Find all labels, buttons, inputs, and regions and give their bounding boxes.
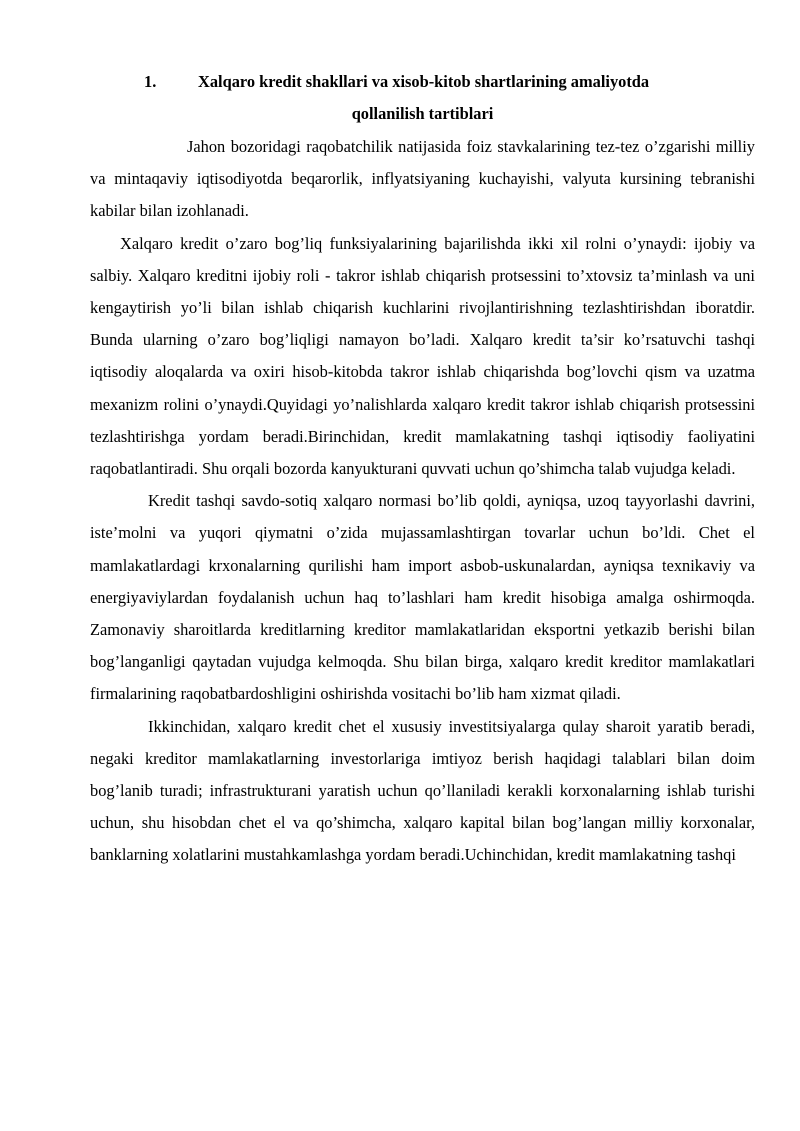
body-text bbox=[90, 131, 755, 872]
paragraph: Xalqaro kredit o’zaro bog’liq funksiyalarining bajarilishda ikki xil rolni o’ynaydi: ijobiy va salbiy. Xalqaro kreditni ijobiy roli - takror ishlab chiqarish protsessini to’xtovsiz ta’minlash va uni kengaytirish yo’li bilan ishlab chiqarish kuchlarini rivojlantirishning tezlashtirishdan iboratdir. Bunda ularning o’zaro bog’liqligi namayon bo’ladi. Xalqaro kredit ta’sir ko’rsatuvchi tashqi iqtisodiy aloqalarda va oxiri hisob-kitobda takror ishlab chiqarishda bog’lovchi qism va uzatma mexanizm rolini o’ynaydi.Quyidagi yo’nalishlarda xalqaro kredit takror ishlab chiqarish protsessini tezlashtirishga yordam beradi.Birinchidan, kredit mamlakatning tashqi iqtisodiy faoliyatini raqobatlantiradi. Shu orqali bozorda kanyukturani quvvati uchun qo’shimcha talab vujudga keladi. bbox=[90, 233, 755, 479]
paragraph: Jahon bozoridagi raqobatchilik natijasida foiz stavkalarining tez-tez o’zgarishi milliy va mintaqaviy iqtisodiyotda beqarorlik, inflyatsiyaning kuchayishi, valyuta kursining tebranishi kabilar bilan izohlanadi. bbox=[90, 137, 755, 221]
section-title-line2: qollanilish tartiblari bbox=[351, 104, 494, 123]
section-heading bbox=[90, 66, 755, 130]
section-number: 1. bbox=[144, 72, 157, 91]
paragraph: Ikkinchidan, xalqaro kredit chet el xususiy investitsiyalarga qulay sharoit yaratib beradi, negaki kreditor mamlakatlarning investorlariga imtiyoz berish haqidagi talablari bilan doim bog’lanib turadi; infrastrukturani yaratish uchun qo’llaniladi kerakli korxonalarning ishlab turishi uchun, shu hisobdan chet el va qo’shimcha, xalqaro kapital bilan bog’langan milliy korxonalar, banklarning xolatlarini mustahkamlashga yordam beradi.Uchinchidan, kredit mamlakatning tashqi bbox=[90, 716, 755, 865]
section-title-line1: Xalqaro kredit shakllari va xisob-kitob shartlarining amaliyotda bbox=[198, 72, 650, 91]
paragraph: Kredit tashqi savdo-sotiq xalqaro normasi bo’lib qoldi, ayniqsa, uzoq tayyorlashi davrini, iste’molni va yuqori qiymatni o’zida mujassamlashtirgan tovarlar uchun bo’ldi. Chet el mamlakatlardagi krxonalarning qurilishi ham import asbob-uskunalardan, ayniqsa texnikaviy va energiyaviylardan foydalanish uchun haq to’lashlari ham kredit hisobiga amalga oshirmoqda. Zamonaviy sharoitlarda kreditlarning kreditor mamlakatlaridan eksportni yetkazib berishi bilan bog’langanligi qaytadan vujudga kelmoqda. Shu bilan birga, xalqaro kredit kreditor mamlakatlari firmalarining raqobatbardoshligini oshirishda vositachi bo’lib ham xizmat qiladi. bbox=[90, 491, 755, 704]
